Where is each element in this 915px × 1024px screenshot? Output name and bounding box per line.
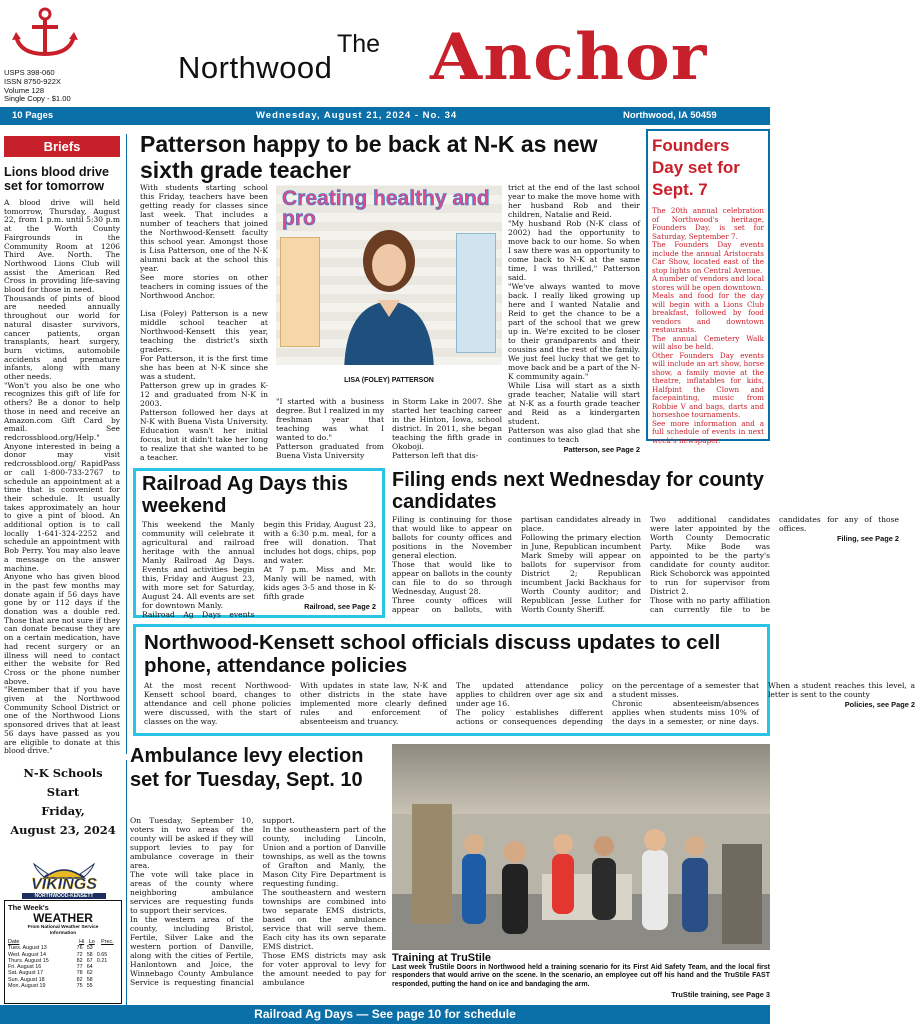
school-start-line: N-K Schools [23, 766, 103, 780]
weather-cell: 82 [76, 976, 83, 983]
lead-photo-poster [280, 237, 320, 347]
lead-col3: in Storm Lake in 2007. She started her teaching career in the Hinton, Iowa, school district. In 2011, she began teaching the fifth grade in Okoboji. Patterson left that dis- [392, 397, 502, 460]
training-headline: Training at TruStile [392, 952, 492, 964]
filing-columns [392, 515, 899, 619]
vikings-logo-text: VIKINGS [31, 876, 97, 893]
lead-photo-caption: LISA (FOLEY) PATTERSON [344, 377, 434, 384]
weather-cell: 67 [86, 957, 93, 964]
masthead-the: The [337, 30, 381, 58]
weather-cell: 82 [76, 957, 83, 964]
page-count: 10 Pages [12, 110, 54, 121]
weather-cell: 76 [76, 945, 83, 952]
school-start-line: August 23, 2024 [10, 823, 116, 837]
weather-cell: 72 [76, 951, 83, 958]
briefs-column [0, 134, 127, 754]
ambulance-headline: Ambulance levy election set for Tuesday, Sept. 10 [130, 745, 364, 791]
weather-box [4, 900, 122, 1004]
lead-photo-banner: Creating healthy and pro [282, 187, 490, 230]
school-start-box [0, 760, 127, 1008]
weather-cell: Tues. August 13 [8, 945, 47, 952]
weather-cell: Wed. August 14 [8, 951, 46, 958]
vikings-logo [14, 864, 114, 900]
weather-cell: Mon. August 19 [8, 983, 46, 990]
ambulance-columns [130, 816, 386, 992]
weather-heading: WEATHER [33, 911, 93, 925]
lead-headline: Patterson happy to be back at N-K as new sixth grade teacher [140, 131, 598, 183]
lead-col4-wrap [508, 183, 640, 455]
school-start-line: Start [46, 785, 80, 799]
weather-table [8, 939, 118, 989]
masthead-anchor: Anchor [430, 20, 708, 95]
pub-info [4, 69, 71, 104]
policy-jump[interactable]: Policies, see Page 2 [844, 700, 915, 709]
founders-body: The 20th annual celebration of Northwood's heritage, Founders Day, is set for Saturday, September 7. The Founders Day events include the annual Aristocrats Car Show, located east of the stop lights on Central Avenue. A number of vendors and local stores will be open downtown. Meals and food for the day will begin with a Lions Club breakfast, followed by food vendors and downtown restaurants. The annual Cemetery Walk will also be held. Other Founders Day events will include an art show, horse show, a family movie at the theatre, inflatables for kids, Halfpint the Clown and facepainting, music from Robbie V and bags, darts and horseshoe tournaments. See more information and a full schedule of events in next week's newspaper. [652, 206, 764, 445]
founders-box [646, 129, 770, 445]
weather-cell: 0.65 [96, 951, 108, 958]
date-banner [0, 107, 770, 125]
briefs-headline: Lions blood drive set for tomorrow [4, 165, 109, 193]
pub-info-line: USPS 398-060 [4, 68, 55, 77]
lead-photo-board [456, 233, 496, 353]
filing-jump[interactable]: Filing, see Page 2 [836, 534, 899, 543]
vikings-logo-sub: NORTHWOOD-KENSETT [22, 893, 106, 899]
briefs-body: A blood drive will held tomorrow, Thursday, August 22, from 1 p.m. until 5:30 p.m at the Worth County Fairgrounds in the Community Room at 1206 Third Ave. North. The Northwood Lions Club will assist the American Red Cross in providing life-saving blood for those in need. Thousands of pints of blood are needed annually throughout our world for natural disaster survivors, cancer patients, organ transplants, heart surgery, burn victims, automobile accidents and premature infants, along with many other needs. "Won't you also be one who recognizes this gift of life for others? Be a donor to help those in need and receive an Amazon.com Gift Card by email. See redcrossblood.org/Help." Anyone interested in being a donor may visit redcrossblood.org/ RapidPass or call 1-800-733-2767 to schedule an appointment at a time that is convenient for their schedule. It usually takes approximately an hour to give a pint of blood. An additional option is to call locally 1-641-324-2252 and schedule an appointment with Bob Perry. You may also leave a message on the answer machine. Anyone who has given blood in the past few months may donate again if 56 days have gone by or 112 days if the donation was a double red. Those that are not sure if they can donate because they are on a certain medication, have had recent surgery or an illness will need to contact either the website for Red Cross or the phone number above. "Remember that if you have given at the Northwood Community School District or one of the Northwood Lions sponsored drives that at least 56 days have passed as you are eligible to donate at this blood drive." [4, 198, 120, 756]
weather-col-date: Date [8, 939, 20, 945]
training-jump[interactable]: TruStile training, see Page 3 [671, 989, 770, 999]
weather-cell: 78 [76, 970, 83, 977]
weather-source: From National Weather Service Information [27, 925, 99, 936]
policy-box [133, 624, 915, 736]
weather-col-prec: Prec. [101, 939, 114, 945]
anchor-logo-icon [10, 6, 80, 58]
weather-cell: 77 [76, 964, 83, 971]
weather-cell [97, 983, 118, 989]
lead-col1: With students starting school this Friday, teachers have been getting ready for classes since last week. That includes a number of teachers that joined the Northwood-Kensett faculty this school year. Amongst those is Lisa Patterson, one of the N-K alumni back at the school this year. See more stories on other teachers in coming issues of the Northwood Anchor. Lisa (Foley) Patterson is a new middle school teacher at Northwood-Kensett this year, teaching the district's sixth graders. For Patterson, it is the first time she has been at N-K since she was a student. Patterson grew up in grades K-12 and graduated from N-K in 2003. Patterson followed her days at N-K with Buena Vista University. Education wasn't her initial focus, but it didn't take her long to realize that she wanted to be a teacher. [140, 183, 268, 462]
weather-cell: Fri. August 16 [8, 964, 42, 971]
founders-headline: Founders Day set for Sept. 7 [652, 136, 740, 199]
weather-cell: 55 [86, 983, 93, 990]
teacher-portrait-icon [334, 221, 444, 375]
pub-info-line: Volume 128 [4, 85, 45, 95]
weather-cell: 53 [86, 945, 93, 952]
weather-cell: 58 [86, 976, 93, 983]
lead-jump[interactable]: Patterson, see Page 2 [563, 445, 640, 454]
railroad-body: This weekend the Manly community will celebrate it agricultural and railroad heritage with the annual Manly Railroad Ag Days. Events and activities begin this, Friday and August 23, with more set for Saturday, August 24. All events are set for downtown Manly. Railroad Ag Days events begin this Friday, August 23, with a 6:30 p.m. meal, for a free will donation. That includes hot dogs, chips, pop and water. At 7 p.m. Miss and Mr. Manly will be named, with kids ages 3-5 and those in K-fifth grade [142, 520, 376, 619]
weather-cell: 64 [86, 964, 93, 971]
weather-cell: 62 [86, 970, 93, 977]
weather-cell: 75 [76, 983, 83, 990]
ambulance-body: On Tuesday, September 10, voters in two areas of the county will be asked if they will support levies to pay for ambulance coverage in their area. The vote will take place in areas of the county where neighboring ambulance services are requesting funds to support their services. In the western area of the county, including Bristol, Fertile, Silver Lake and the western portion of Danville, along with the cities of Fertile, Hanlontown and Joice, the Winnebago County Ambulance Service is requesting financial support. In the southeastern part of the county, including Lincoln, Union and a portion of Danville townships, as well as the towns of Grafton and Manly, the Mason City Fire Department is requesting funding. The southeastern and western townships are combined into two separate EMS districts, based on the ambulance service that will serve them. Each city has its own separate EMS district. Those EMS districts may ask for voter approval to levy for the amount needed to pay for ambulance [130, 816, 386, 987]
lead-col2: "I started with a business degree. But I realized in my freshman year that teaching was what I wanted to do." Patterson graduated from Buena Vista University [276, 397, 384, 460]
weather-cell: Sun. August 18 [8, 976, 45, 983]
weather-cell: Thurs. August 15 [8, 957, 49, 964]
weather-cell: 58 [86, 951, 93, 958]
filing-body: Filing is continuing for those that would like to appear on ballots for county offices and positions in the November general election. Those that would like to appear on ballots in the county can file to do so through Wednesday, August 28. Three county offices will appear on ballots, with partisan candidates already in place. Following the primary election in June, Republican incumbent Mark Smeby will appear on ballots for supervisor from District 2; Republican incumbent Jacki Backhaus for Worth County auditor; and Republican Jesse Luther for Worth County Sheriff. Two additional candidates were later appointed by the Worth County Democratic Party. Mike Bode was appointed to be the party's candidate for county auditor. Rick Schoborck was appointed to run for supervisor from District 2. Those with no party affiliation can currently file to be candidates for any of those offices. [392, 515, 899, 614]
railroad-headline: Railroad Ag Days this weekend [142, 473, 348, 517]
railroad-box [133, 468, 385, 618]
policy-body: At the most recent Northwood-Kensett school board, changes to attendance and cell phone policies were discussed, with the start of classes on the way. With updates in state law, N-K and other districts in the state have implemented more clearly defined rules and enforcement of absenteeism and truancy. The updated attendance policy applies to children over age six and under age 16. The policy establishes different actions or consequences depending on the percentage of a semester that a student misses. Chronic absenteeism/absences applies when students miss 10% of the days in a semester, or nine days. When a student reaches this level, a letter is sent to the county [144, 681, 915, 726]
weather-row [8, 983, 118, 989]
lead-col4: trict at the end of the last school year to make the move home with her husband Rob and their children, Natalie and Reid. "My husband Rob (N-K class of 2002) had the opportunity to move back to our home. So when I saw there was an opportunity to come back to N-K at the same time, I was thrilled," Patterson said. "We've always wanted to move back. I really liked growing up here and I wanted Natalie and Reid to get the chance to be a part of the school that we grew up in. We're excited to be closer to their grandparents and their cousins and the rest of the family. We just feel lucky that we get to move back and be a part of the N-K community again." While Lisa will start as a sixth grade teacher, Natalie will start at N-K as a fourth grade teacher and Reid as a kindergarten student. Patterson was also glad that she continues to teach [508, 183, 640, 444]
weather-heading-small: The Week's [8, 903, 49, 912]
policy-headline: Northwood-Kensett school officials discuss updates to cell phone, attendance policies [144, 631, 721, 677]
school-start-line: Friday, [41, 804, 85, 818]
training-scene-icon [392, 784, 770, 950]
pub-info-line: ISSN 8750-922X [4, 76, 61, 86]
briefs-header: Briefs [4, 136, 120, 157]
pub-info-line: Single Copy - $1.00 [4, 94, 71, 104]
weather-col-lo: Lo [88, 939, 95, 945]
weather-cell: Sat. August 17 [8, 970, 44, 977]
issue-location: Northwood, IA 50459 [623, 110, 717, 121]
lead-photo [276, 185, 502, 375]
railroad-jump[interactable]: Railroad, see Page 2 [304, 602, 376, 611]
weather-cell: 0.21 [96, 957, 108, 964]
training-caption: Last week TruStile Doors in Northwood held a training scenario for its First Aid Safety Team, and the local first responders that would arrive on the scene. In the scenario, an employee cut off his hand and the TruStile FAST responded, putting the hand on ice and bandaging the arm. [392, 964, 770, 988]
weather-col-hi: Hi [79, 939, 85, 945]
training-caption-block [392, 952, 770, 999]
issue-date: Wednesday, August 21, 2024 - No. 34 [256, 110, 458, 121]
filing-headline: Filing ends next Wednesday for county candidates [392, 469, 764, 513]
training-photo [392, 744, 770, 950]
footer-banner[interactable]: Railroad Ag Days — See page 10 for schedule [0, 1005, 770, 1024]
masthead-northwood: Northwood [178, 50, 333, 85]
